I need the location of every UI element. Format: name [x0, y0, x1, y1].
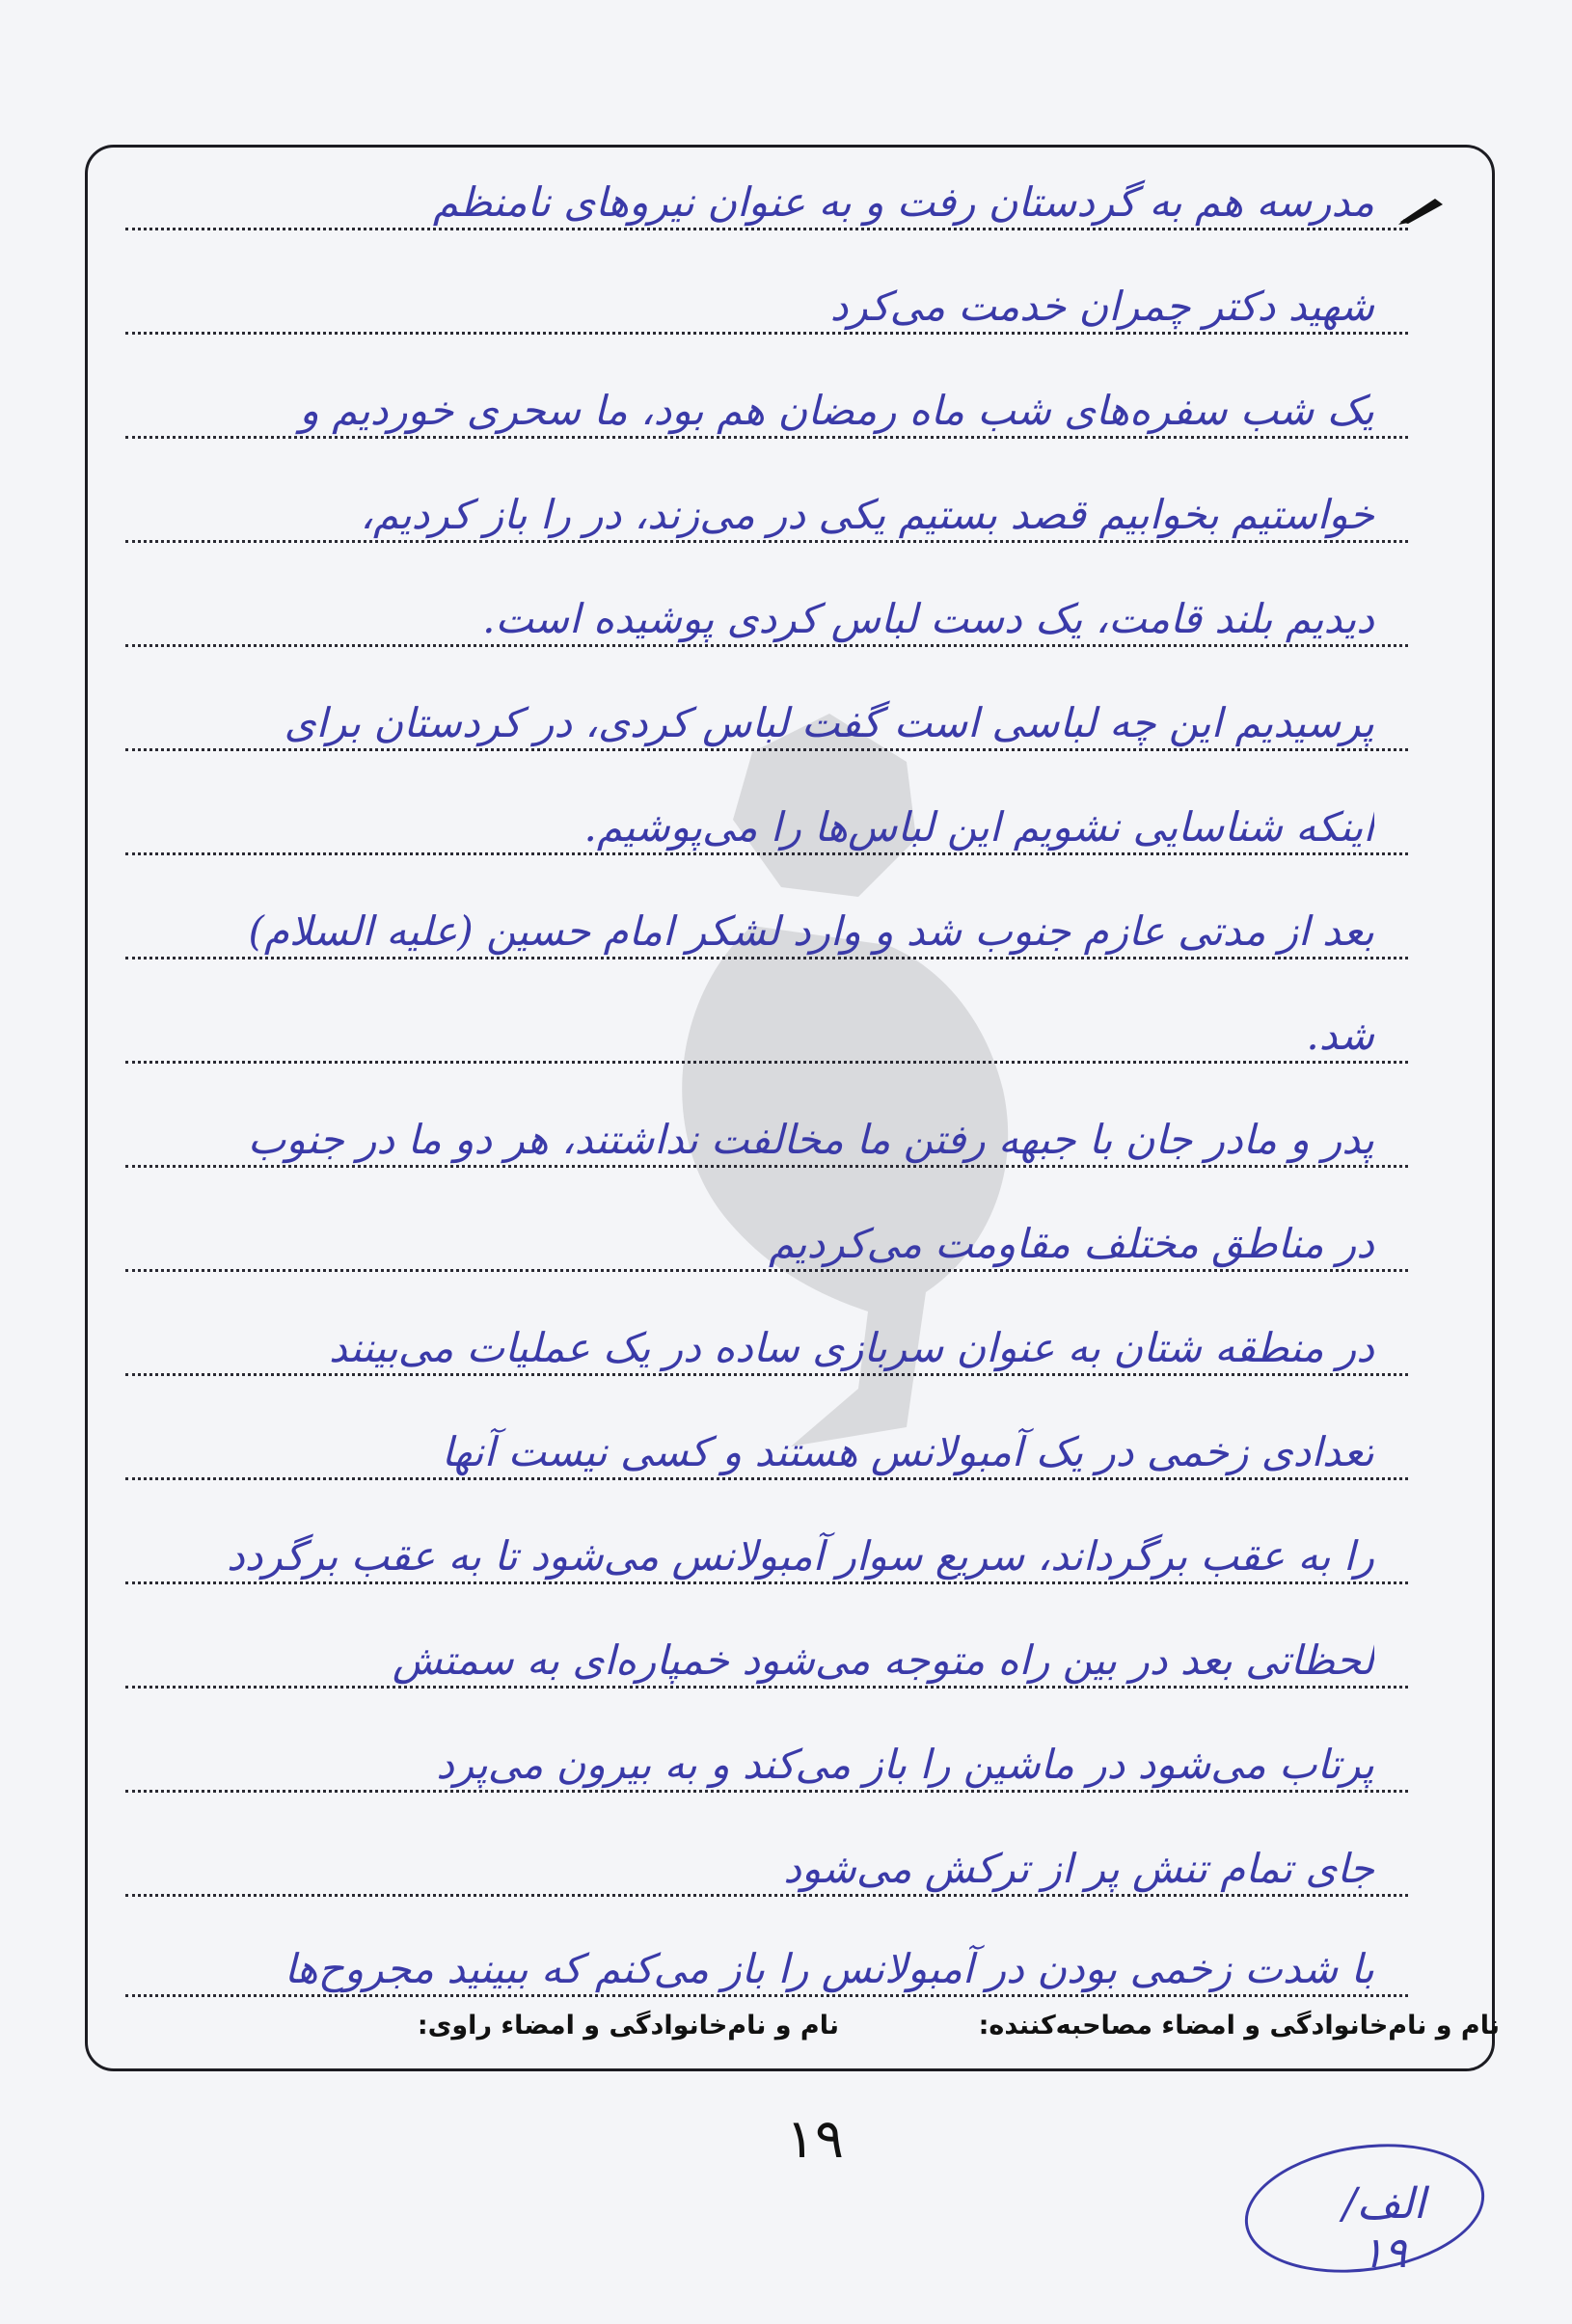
dotted-rule [125, 332, 1408, 335]
dotted-rule [125, 644, 1408, 647]
dotted-rule [125, 436, 1408, 439]
handwritten-line: تعدادی زخمی در یک آمبولانس هستند و کسی نیست آنها [441, 1428, 1374, 1475]
dotted-rule [125, 852, 1408, 855]
dotted-rule [125, 1165, 1408, 1168]
handwritten-line: خواستیم بخوابیم قصد بستیم یکی در می‌زند، در را باز کردیم، [360, 491, 1374, 538]
dotted-rule [125, 228, 1408, 230]
handwritten-line: پرسیدیم این چه لباسی است گفت لباس کردی، در کردستان برای [284, 699, 1374, 746]
handwritten-line: جای تمام تنش پر از ترکش می‌شود [783, 1845, 1374, 1892]
dotted-rule [125, 1581, 1408, 1584]
handwritten-line: دیدیم بلند قامت، یک دست لباس کردی پوشیده است. [482, 595, 1374, 642]
handwritten-line: با شدت زخمی بودن در آمبولانس را باز می‌کنم که ببینید مجروح‌ها [284, 1945, 1374, 1992]
handwritten-line: لحظاتی بعد در بین راه متوجه می‌شود خمپاره‌ای به سمتش [392, 1636, 1374, 1684]
handwritten-line: پرتاب می‌شود در ماشین را باز می‌کند و به بیرون می‌پرد [436, 1741, 1374, 1788]
dotted-rule [125, 748, 1408, 751]
dotted-rule [125, 1477, 1408, 1480]
handwritten-line: مدرسه هم به گردستان رفت و به عنوان نیروهای نامنظم [432, 178, 1374, 226]
dotted-rule [125, 1269, 1408, 1272]
handwritten-line: یک شب سفره‌های شب ماه رمضان هم بود، ما سحری خوردیم و [299, 387, 1374, 434]
handwritten-line: پدر و مادر جان با جبهه رفتن ما مخالفت نداشتند، هر دو ما در جنوب [247, 1116, 1374, 1163]
dotted-rule [125, 540, 1408, 543]
pen-icon [1396, 193, 1447, 226]
handwritten-line: شهید دکتر چمران خدمت می‌کرد [829, 283, 1374, 330]
dotted-rule [125, 1686, 1408, 1689]
dotted-rule [125, 1994, 1408, 1997]
handwritten-line: در مناطق مختلف مقاومت می‌کردیم [768, 1220, 1374, 1267]
stamp-text: الف/۱۹ [1342, 2179, 1425, 2278]
interviewer-signature-label: نام و نام‌خانوادگی و امضاء مصاحبه‌کننده: [978, 2011, 1500, 2040]
dotted-rule [125, 1061, 1408, 1064]
handwritten-line: بعد از مدتی عازم جنوب شد و وارد لشکر امام حسین (علیه السلام) [248, 907, 1374, 955]
dotted-rule [125, 1790, 1408, 1793]
handwritten-line: اینکه شناسایی نشویم این لباس‌ها را می‌پوشیم. [583, 803, 1374, 851]
page-number: ۱۹ [785, 2108, 845, 2171]
narrator-signature-label: نام و نام‌خانوادگی و امضاء راوی: [417, 2011, 839, 2040]
handwritten-line: را به عقب برگرداند، سریع سوار آمبولانس می‌شود تا به عقب برگردد [226, 1532, 1374, 1580]
handwritten-line: شد. [1306, 1012, 1374, 1059]
dotted-rule [125, 957, 1408, 959]
dotted-rule [125, 1373, 1408, 1376]
handwritten-line: در منطقه شتان به عنوان سربازی ساده در یک عملیات می‌بینند [328, 1324, 1374, 1371]
dotted-rule [125, 1894, 1408, 1897]
